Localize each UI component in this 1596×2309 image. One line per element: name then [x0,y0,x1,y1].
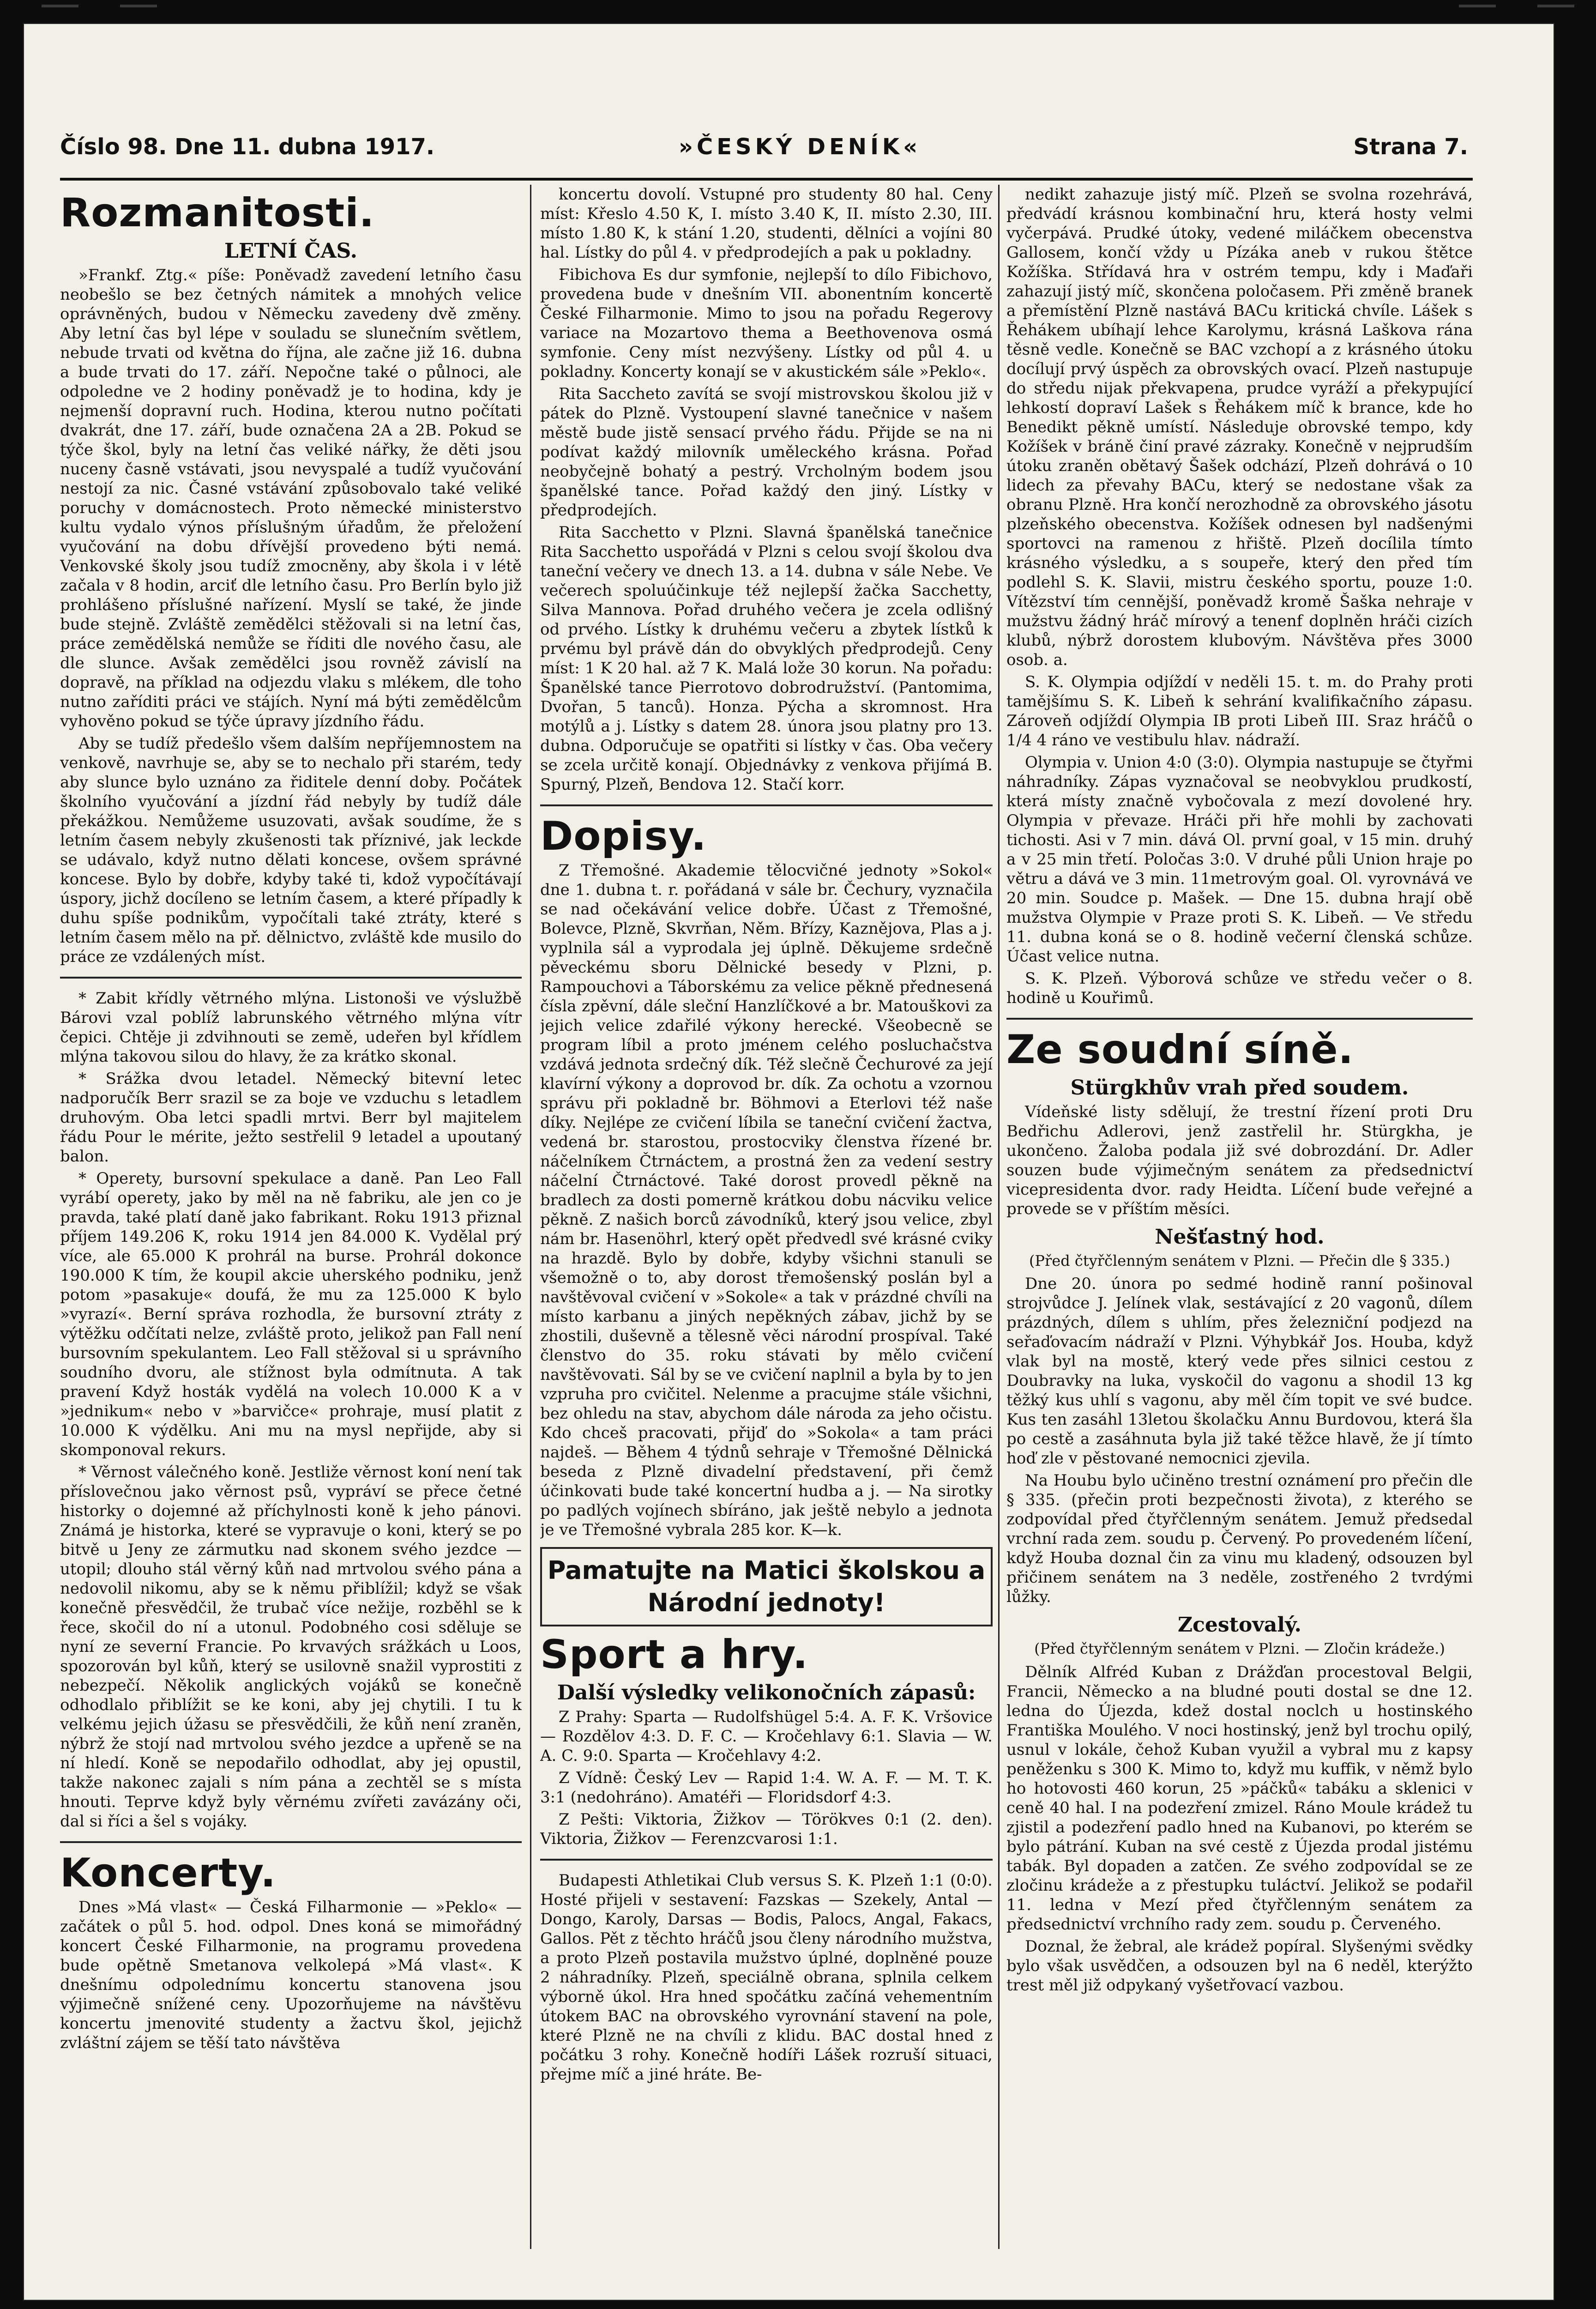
article-paragraph: Z Prahy: Sparta — Rudolfshügel 5:4. A. F. K. Vršovice — Rozdělov 4:3. D. F. C. — Kročehlavy 6:1. Slavia — W. A. C. 9:0. Sparta — Kročehlavy 4:2. [540,1708,993,1765]
article-paragraph: Dnes »Má vlast« — Česká Filharmonie — »Peklo« — začátek o půl 5. hod. odpol. Dnes koná se mimořádný koncert České Filharmonie, na programu provedena bude opětně Smetanova velkolepá »Má vlast«. K dnešnímu odpolednímu koncertu stanovena jsou výjimečně snížené ceny. Upozorňujeme na návštěvu koncertu jmenovité studenty a žactvu škol, jejichž zvláštní zájem se těší tato návštěva [60,1898,522,2052]
section-heading-soudni: Ze soudní síně. [1006,1027,1354,1073]
appeal-box: Pamatujte na Matici školskou a Národní jednoty! [540,1547,993,1626]
article-paragraph: Z Vídně: Český Lev — Rapid 1:4. W. A. F. — M. T. K. 3:1 (nedohráno). Amatéři — Floridsdorf 4:3. [540,1769,993,1807]
article-subtitle: (Před čtyřčlenným senátem v Plzni. — Zločin krádeže.) [1034,1639,1445,1657]
divider [540,804,993,806]
divider [60,977,522,979]
article-subtitle: Další výsledky velikonočních zápasů: [557,1681,976,1705]
article-paragraph: * Operety, bursovní spekulace a daně. Pan Leo Fall vyrábí operety, jako by měl na ně fabriku, ale jen co je pravda, také platí daně jako fabrikant. Roku 1913 přiznal příjem 149.206 K, roku 1914 jen 84.000 K. Vydělal prý více, ale 65.000 K prohrál na burse. Prohrál dokonce 190.000 K tím, že koupil akcie uherského podniku, jenž potom »pasakuje« doufá, že mu za 125.000 K bylo »vyrazí«. Berní správa rozhodla, že bursovní ztráty z výtěžku odčítati nelze, zvláště proto, jelikož pan Fall není bursovním spekulantem. Leo Fall stěžoval si u správního soudního dvoru, ale stížnost byla odmítnuta. A tak pravení Když hosták vydělá na volech 10.000 K a v »jednikum« nebo v »barvičce« prohraje, musí platit z 10.000 K výdělku. Ani mu na mysl nepřijde, aby si skomponoval rekurs. [60,1169,522,1459]
article-paragraph: Fibichova Es dur symfonie, nejlepší to dílo Fibichovo, provedena bude v dnešním VII. abonentním koncertě České Filharmonie. Mimo to jsou na pořadu Regerovy variace na Mozartovo thema a Beethovenova osmá symfonie. Ceny míst nezvýšeny. Lístky od půl 4. u pokladny. Koncerty konají se v akustickém sále »Peklo«. [540,266,993,381]
article-paragraph: Doznal, že žebral, ale krádež popíral. Slyšenými svědky bylo však usvědčen, a odsouzen byl na 6 neděl, kterýžto trest měl již odpykaný vyšetřovací vazbou. [1006,1937,1473,1995]
issue-date: Číslo 98. Dne 11. dubna 1917. [60,134,435,160]
divider [60,1841,522,1843]
article-title: Zcestovalý. [1178,1613,1301,1637]
article-paragraph: Na Houbu bylo učiněno trestní oznámení pro přečin dle § 335. (přečin proti bezpečnosti života), z kterého se zodpovídal před čtyřčlenným senátem. Jemuž předsedal vrchní rada zem. soudu p. Červený. Po provedeném líčení, když Houba doznal čin za vinu mu kladený, odsouzen byl přičinem senátem na 3 neděle, zostřeného 2 tvrdými lůžky. [1006,1471,1473,1607]
article-paragraph: Rita Saccheto zavítá se svojí mistrovskou školou již v pátek do Plzně. Vystoupení slavné tanečnice v našem městě bude jistě sensací prvého řádu. Přijde se na ni podívat každý milovník uměleckého krásna. Pořad neobyčejně bohatý a pestrý. Vrcholným bodem jsou španělské tance. Pořad každý den jiný. Lístky v předprodejích. [540,385,993,520]
article-paragraph: Budapesti Athletikai Club versus S. K. Plzeň 1:1 (0:0). Hosté přijeli v sestavení: Fazskas — Szekely, Antal — Dongo, Karoly, Darsas — Bodis, Palocs, Angal, Fakacs, Gallos. Pět z těchto hráčů jsou členy národního mužstva, a proto Plzeň postavila mužstvo úplné, doplněné pouze 2 náhradníky. Plzeň, speciálně obrana, splnila celkem výborně úkol. Hra hned spočátku začíná vehementním útokem BAC na obrovského vyrovnání stavení na pole, které Plzně ne na chvíli z klidu. BAC dostal hned z počátku 3 rohy. Konečně hodíři Lášek rozruší situaci, přejme míč a jiné hráte. Be- [540,1871,993,2084]
section-heading-sport: Sport a hry. [540,1632,808,1678]
article-title: Nešťastný hod. [1155,1225,1325,1249]
article-paragraph: * Zabit křídly větrného mlýna. Listonoši ve výslužbě Bárovi vzal poblíž labrunského větrného mlýna vítr čepici. Chtěje ji zdvihnouti se země, udeřen byl křídlem mlýna takovou silou do hlavy, že za krátko skonal. [60,989,522,1066]
divider [540,1859,993,1861]
article-paragraph: Vídeňské listy sdělují, že trestní řízení proti Dru Bedřichu Adlerovi, jenž zastřelil hr. Stürgkha, je ukončeno. Žaloba podala již své dobrozdání. Dr. Adler souzen bude výjimečným senátem za předsednictví vicepresidenta dvor. rady Heidta. Líčení bude veřejné a provede se v příštím měsíci. [1006,1102,1473,1218]
column-3 [1006,185,1473,2249]
scan-edge [0,0,1596,18]
article-paragraph: Z Pešti: Viktoria, Žižkov — Törökves 0:1 (2. den). Viktoria, Žižkov — Ferenzcvarosi 1:1. [540,1810,993,1849]
section-heading-rozmanitosti: Rozmanitosti. [60,190,375,236]
column-1 [60,185,522,2249]
article-paragraph: Olympia v. Union 4:0 (3:0). Olympia nastupuje se čtyřmi náhradníky. Zápas vyznačoval se neobvyklou prudkostí, která místy značně vybočovala z mezí dovolené hry. Olympia v převaze. Hráči při hře mohli by zachovati tichosti. Asi v 7 min. dává Ol. první goal, v 15 min. druhý a v 25 min třetí. Poločas 3:0. V druhé půli Union hraje po větru a dává ve 3 min. 11metrovým goal. Ol. vyrovnává ve 20 min. Soudce p. Mašek. — Dne 15. dubna hrají obě mužstva Olympie v Praze proti S. K. Libeň. — Ve středu 11. dubna koná se o 8. hodině večerní členská schůze. Účast velice nutna. [1006,753,1473,966]
article-paragraph: * Věrnost válečného koně. Jestliže věrnost koní není tak příslovečnou jako věrnost psů, vypráví se přece četné historky o dojemné až příchylnosti koně k jeho pánovi. Známá je historka, které se vypravuje o koni, který se po bitvě u Jeny ze zármutku nad skonem svého jezdce — utopil; dlouho stál věrný kůň nad mrtvolou svého pána a nedovolil nikomu, aby se k němu přiblížil; když se však konečně přesvědčil, že trubač více nežije, rozběhl se k řece, skočil do ní a utonul. Podobného cosi sděluje se nyní ze severní Francie. Po krvavých srážkách u Loos, spozorován byl kůň, který se usilovně snažil vyprostiti z nebezpečí. Několik anglických vojáků se konečně odhodlalo přiblížit se ke koni, aby jej chytili. I tu k velkému jejich úžasu se přesvědčili, že kůň není zraněn, nýbrž že stojí nad mrtvolou svého jezdce a upřeně se na ní hledí. Koně se nepodařilo odhodlat, aby jej opustil, takže nakonec zajali s ním pána a zechtěl se s místa hnouti. Teprve když byly věrnému zvířeti zavázány oči, dal si říci a šel s vojáky. [60,1463,522,1831]
article-paragraph: Aby se tudíž předešlo všem dalším nepříjemnostem na venkově, navrhuje se, aby se to nechalo při starém, tedy aby slunce bylo uznáno za řiditele denní doby. Počátek školního vyučování a jízdní řád nebyly by tudíž dále překážkou. Nemůžeme usuzovati, avšak soudíme, že s letním časem nebyly zkušenosti tak příznivé, jak leckde se udávalo, když nutno dělati koncese, ovšem správné koncese. Bylo by dobře, kdyby také ti, kdož vypočítávají úspory, jichž docíleno se letním časem, a které případly k duhu spíše podnikům, vypočítali také ztráty, které s letním časem mělo na př. dělnictvo, zvláště kde musilo do práce ze vzdálených míst. [60,734,522,966]
divider [1006,1018,1473,1020]
section-heading-koncerty: Koncerty. [60,1850,277,1896]
article-title: Stürgkhův vrah před soudem. [1070,1076,1409,1100]
column-divider [530,185,531,2249]
article-paragraph: S. K. Plzeň. Výborová schůze ve středu večer o 8. hodině u Kouřimů. [1006,969,1473,1007]
section-heading-dopisy: Dopisy. [540,813,707,859]
article-paragraph: S. K. Olympia odjíždí v neděli 15. t. m. do Prahy proti tamějšímu S. K. Libeň k sehrání kvalifikačního zápasu. Zároveň odjíždí Olympia IB proti Libeň III. Sraz hráčů o 1/4 4 ráno ve vestibulu hlav. nádraží. [1006,673,1473,750]
masthead [60,134,1468,171]
article-paragraph: »Frankf. Ztg.« píše: Poněvadž zavedení letního času neobešlo se bez četných námitek a mnohých velice oprávněných, budou v Německu zavedeny dvě změny. Aby letní čas byl lépe v souladu se slunečním světlem, nebude trvati od května do října, ale začne již 16. dubna a bude trvati do 17. září. Nepočne také o půlnoci, ale odpoledne ve 2 hodiny poněvadž je to hodina, kdy je nejmenší dopravní ruch. Hodina, kterou nutno počítati dvakrát, dne 17. září, bude označena 2A a 2B. Pokud se týče škol, byly na letní čas veliké nářky, že děti jsou nuceny časně vstávati, jsou nevyspalé a tudíž vyučování nestojí za nic. Časné vstávání způsobovalo také veliké poruchy v domácnostech. Proto německé ministerstvo kultu vydalo výnos příslušným úřadům, že přeložení vyučování na dobu dřívější provedeno býti nemá. Venkovské školy jsou tudíž zmocněny, aby škola i v létě začala v 8 hodin, arciť dle letního času. Pro Berlín bylo již prohlášeno příslušné nařízení. Myslí se také, že jinde bude stejně. Zvláště zemědělci stěžovali si na letní čas, práce zemědělská nemůže se říditi dle nového času, ale dle slunce. Avšak zemědělci jsou rovněž závislí na dopravě, na příklad na odjezdu vlaku s mlékem, dle toho nutno zaříditi práci ve stájích. Nyní má býti zemědělcům vyhověno pokud se týče úpravy jízdního řádu. [60,266,522,731]
article-title: LETNÍ ČAS. [224,239,358,263]
article-paragraph: * Srážka dvou letadel. Německý bitevní letec nadporučík Berr srazil se za boje ve vzduchu s letadlem druhovým. Oba letci spadli mrtvi. Berr byl majitelem řádu Pour le mérite, ježto sestřelil 9 letadel a upoutaný balon. [60,1069,522,1166]
article-paragraph: Dne 20. února po sedmé hodině ranní pošinoval strojvůdce J. Jelínek vlak, sestávající z 20 vagonů, dílem prázdných, dílem s uhlím, přes železniční podjezd na seřaďovacím nádraží v Plzni. Výhybkář Jos. Houba, když vlak byl na mostě, který vede přes silnici cestou z Doubravky na luka, vyskočil do vagonu a shodil 13 kg těžký kus uhlí s vagonu, aby měl čím topit ve své budce. Kus ten zasáhl 13letou školačku Annu Burdovou, která šla po cestě a zasáhnuta byla již také těžce hlavě, že jí tímto hoď zle v pěstované nemocnici zjevila. [1006,1275,1473,1468]
column-2 [540,185,993,2249]
article-paragraph: Dělník Alfréd Kuban z Drážďan procestoval Belgii, Francii, Německo a na bludné pouti dostal se dne 12. ledna do Újezda, kdež dostal noclch u hostinského Františka Moulého. V noci hostinský, jenž byl trochu opilý, usnul v lokále, čehož Kuban využil a vybral mu z kapsy peněženku s 300 K. Mimo to, když mu kuffik, v němž bylo ho hotovosti 460 korun, 25 »páčků« tabáku a sklenici v ceně 40 hal. I na podezření zmizel. Ráno Moule krádež tu zjistil a podezření padlo hned na Kubanovi, po kterém se bylo pátrání. Kuban na své cestě z Újezda prodal jistému tabák. Byl dopaden a zatčen. Ze svého zodpovídal se ze zločinu krádeže a z přestupku tuláctví. Jelikož se podařil 11. ledna v Mezí před čtyřčlenným senátem za předsednictví vrchního rady zem. soudu p. Červeného. [1006,1662,1473,1934]
column-divider [998,185,1000,2249]
article-paragraph: Z Třemošné. Akademie tělocvičné jednoty »Sokol« dne 1. dubna t. r. pořádaná v sále br. Čechury, vyznačila se nad očekávání velice dobře. Účast z Třemošné, Bolevce, Plzně, Skvrňan, Něm. Břízy, Kaznějova, Plas a j. vyplnila sál a vyprodala jej úplně. Děkujeme srdečně pěveckému sboru Dělnické besedy v Plzni, p. Rampouchovi a Táborskému za velice pěkně přednesená čísla zpěvní, dále sleční Hanzlíčkové a br. Matouškovi za jejich velice zdařilé výkony herecké. Všeobecně se program líbil a proto jménem celého posluchačstva vzdává jednota srdečný dík. Též slečně Čechurové za její klavírní výkony a doprovod br. dík. Za ochotu a vzornou správu při pokladně br. Böhmovi a Eterlovi též naše díky. Nejlépe ze cvičení líbila se taneční cvičení žactva, vedená br. starostou, prostocviky členstva řízené br. náčelníkem Čtrnáctem, a prostná žen za vedení sestry náčelní Čtrnáctové. Také dorost provedl pěkně na bradlech za dosti pomerně krátkou dobu nácviku velice pěkně. Z našich borců závodníků, který jsou velice, zbyl nám br. Hasenöhrl, který opět předvedl své krásné cviky na hrazdě. Bylo by dobře, kdyby všichni stanuli se všemožně o to, aby dorost třemošenský poslán byl a navštěvoval cvičení v »Sokole« a tak v prázdné chvíli na místo karbanu a jiných nepěkných zábav, jichž by se zhostili, duševně a tělesně věci národní prospíval. Také členstvo do 35. roku stávati by mělo cvičení navštěvovati. Sál by se ve cvičení naplnil a byla by to jen vzpruha pro cvičitel. Nelenme a pracujme stále všichni, bez ohledu na stav, abychom dále národa za jeho očistu. Kdo chceš pracovati, přijď do »Sokola« a tam práci najdeš. — Během 4 týdnů sehraje v Třemošné Dělnická beseda z Plzně divadelní představení, při čemž účinkovati bude také koncertní hudba a j. — Na sirotky po padlých vojínech sbíráno, jak ještě nebylo a jednota je ve Třemošné vybrala 285 kor. K—k. [540,861,993,1539]
page-number: Strana 7. [1353,134,1468,160]
article-paragraph: koncertu dovolí. Vstupné pro studenty 80 hal. Ceny míst: Křeslo 4.50 K, I. místo 3.40 K, II. místo 2.30, III. místo 1.80 K, k stání 1.20, studenti, dělníci a vojíni 80 hal. Lístky do půl 4. v předprodejích a pak u pokladny. [540,185,993,262]
header-rule [60,178,1473,181]
article-subtitle: (Před čtyřčlenným senátem v Plzni. — Přečin dle § 335.) [1029,1251,1450,1269]
article-paragraph: nedikt zahazuje jistý míč. Plzeň se svolna rozehrává, předvádí krásnou kombinační hru, která hosty velmi vyčerpává. Prudké útoky, vedené miláčkem obecenstva Gallosem, končí vždy u Pízáka aneb v rukou štětce Kožíška. Střídavá hra v ostrém tempu, kdy i Maďaři zahazují jistý míč, skončena poločasem. Při změně branek a přemístění Plzně nastává BACu kritická chvíle. Lášek s Řehákem ubíhají lehce Karolymu, krásná Laškova rána těsně vedle. Konečně se BAC vzchopí a z krásného útoku docílují prvý úspěch za obrovských ovací. Plzeň nastupuje do středu nijak překvapena, prudce vyráží a překypující lehkostí dopraví Lašek s Řehákem míč k brance, kde ho Benedikt pěkně umístí. Následuje obrovské tempo, kdy Kožíšek v bráně činí pravé zázraky. Konečně v nejprudším útoku zraněn obětavý Šašek odchází, Plzeň dohrává o 10 lidech za převahy BACu, který se nedostane však za obranu Plzně. Hra končí nerozhodně za obrovského jásotu plzeňského obecenstva. Kožíšek odnesen byl nadšenými sportovci na ramenou z hřiště. Plzeň docílila tímto krásného výsledku, a s soupeře, který den před tím podlehl S. K. Slavii, mistru českého sportu, pouze 1:0. Vítězství tím cennější, poněvadž kromě Šaška nehraje v mužstvu žádný hráč mírový a tenenf doplněn hráči cizích klubů, nýbrž dorostem klubovým. Návštěva přes 3000 osob. a. [1006,185,1473,669]
article-paragraph: Rita Sacchetto v Plzni. Slavná španělská tanečnice Rita Sacchetto uspořádá v Plzni s celou svojí školou dva taneční večery ve dnech 13. a 14. dubna v sále Nebe. Ve večerech spoluúčinkuje též nejlepší žačka Sacchetty, Silva Mannova. Pořad druhého večera je zcela odlišný od prvého. Lístky k druhému večeru a zbytek lístků k prvému byl právě dán do obvyklých předprodejů. Ceny míst: 1 K 20 hal. až 7 K. Malá lože 30 korun. Na pořadu: Španělské tance Pierrotovo dobrodružství. (Pantomima, Dvořan, 5 tanců). Honza. Pýcha a skromnost. Hra motýlů a j. Lístky s datem 28. února jsou platny pro 13. dubna. Odporučuje se opatřiti si lístky v čas. Oba večery se zcela určitě konají. Objednávky z venkova přijímá B. Spurný, Plzeň, Bendova 12. Stačí korr. [540,523,993,794]
paper-title: »ČESKÝ DENÍK« [679,134,921,160]
